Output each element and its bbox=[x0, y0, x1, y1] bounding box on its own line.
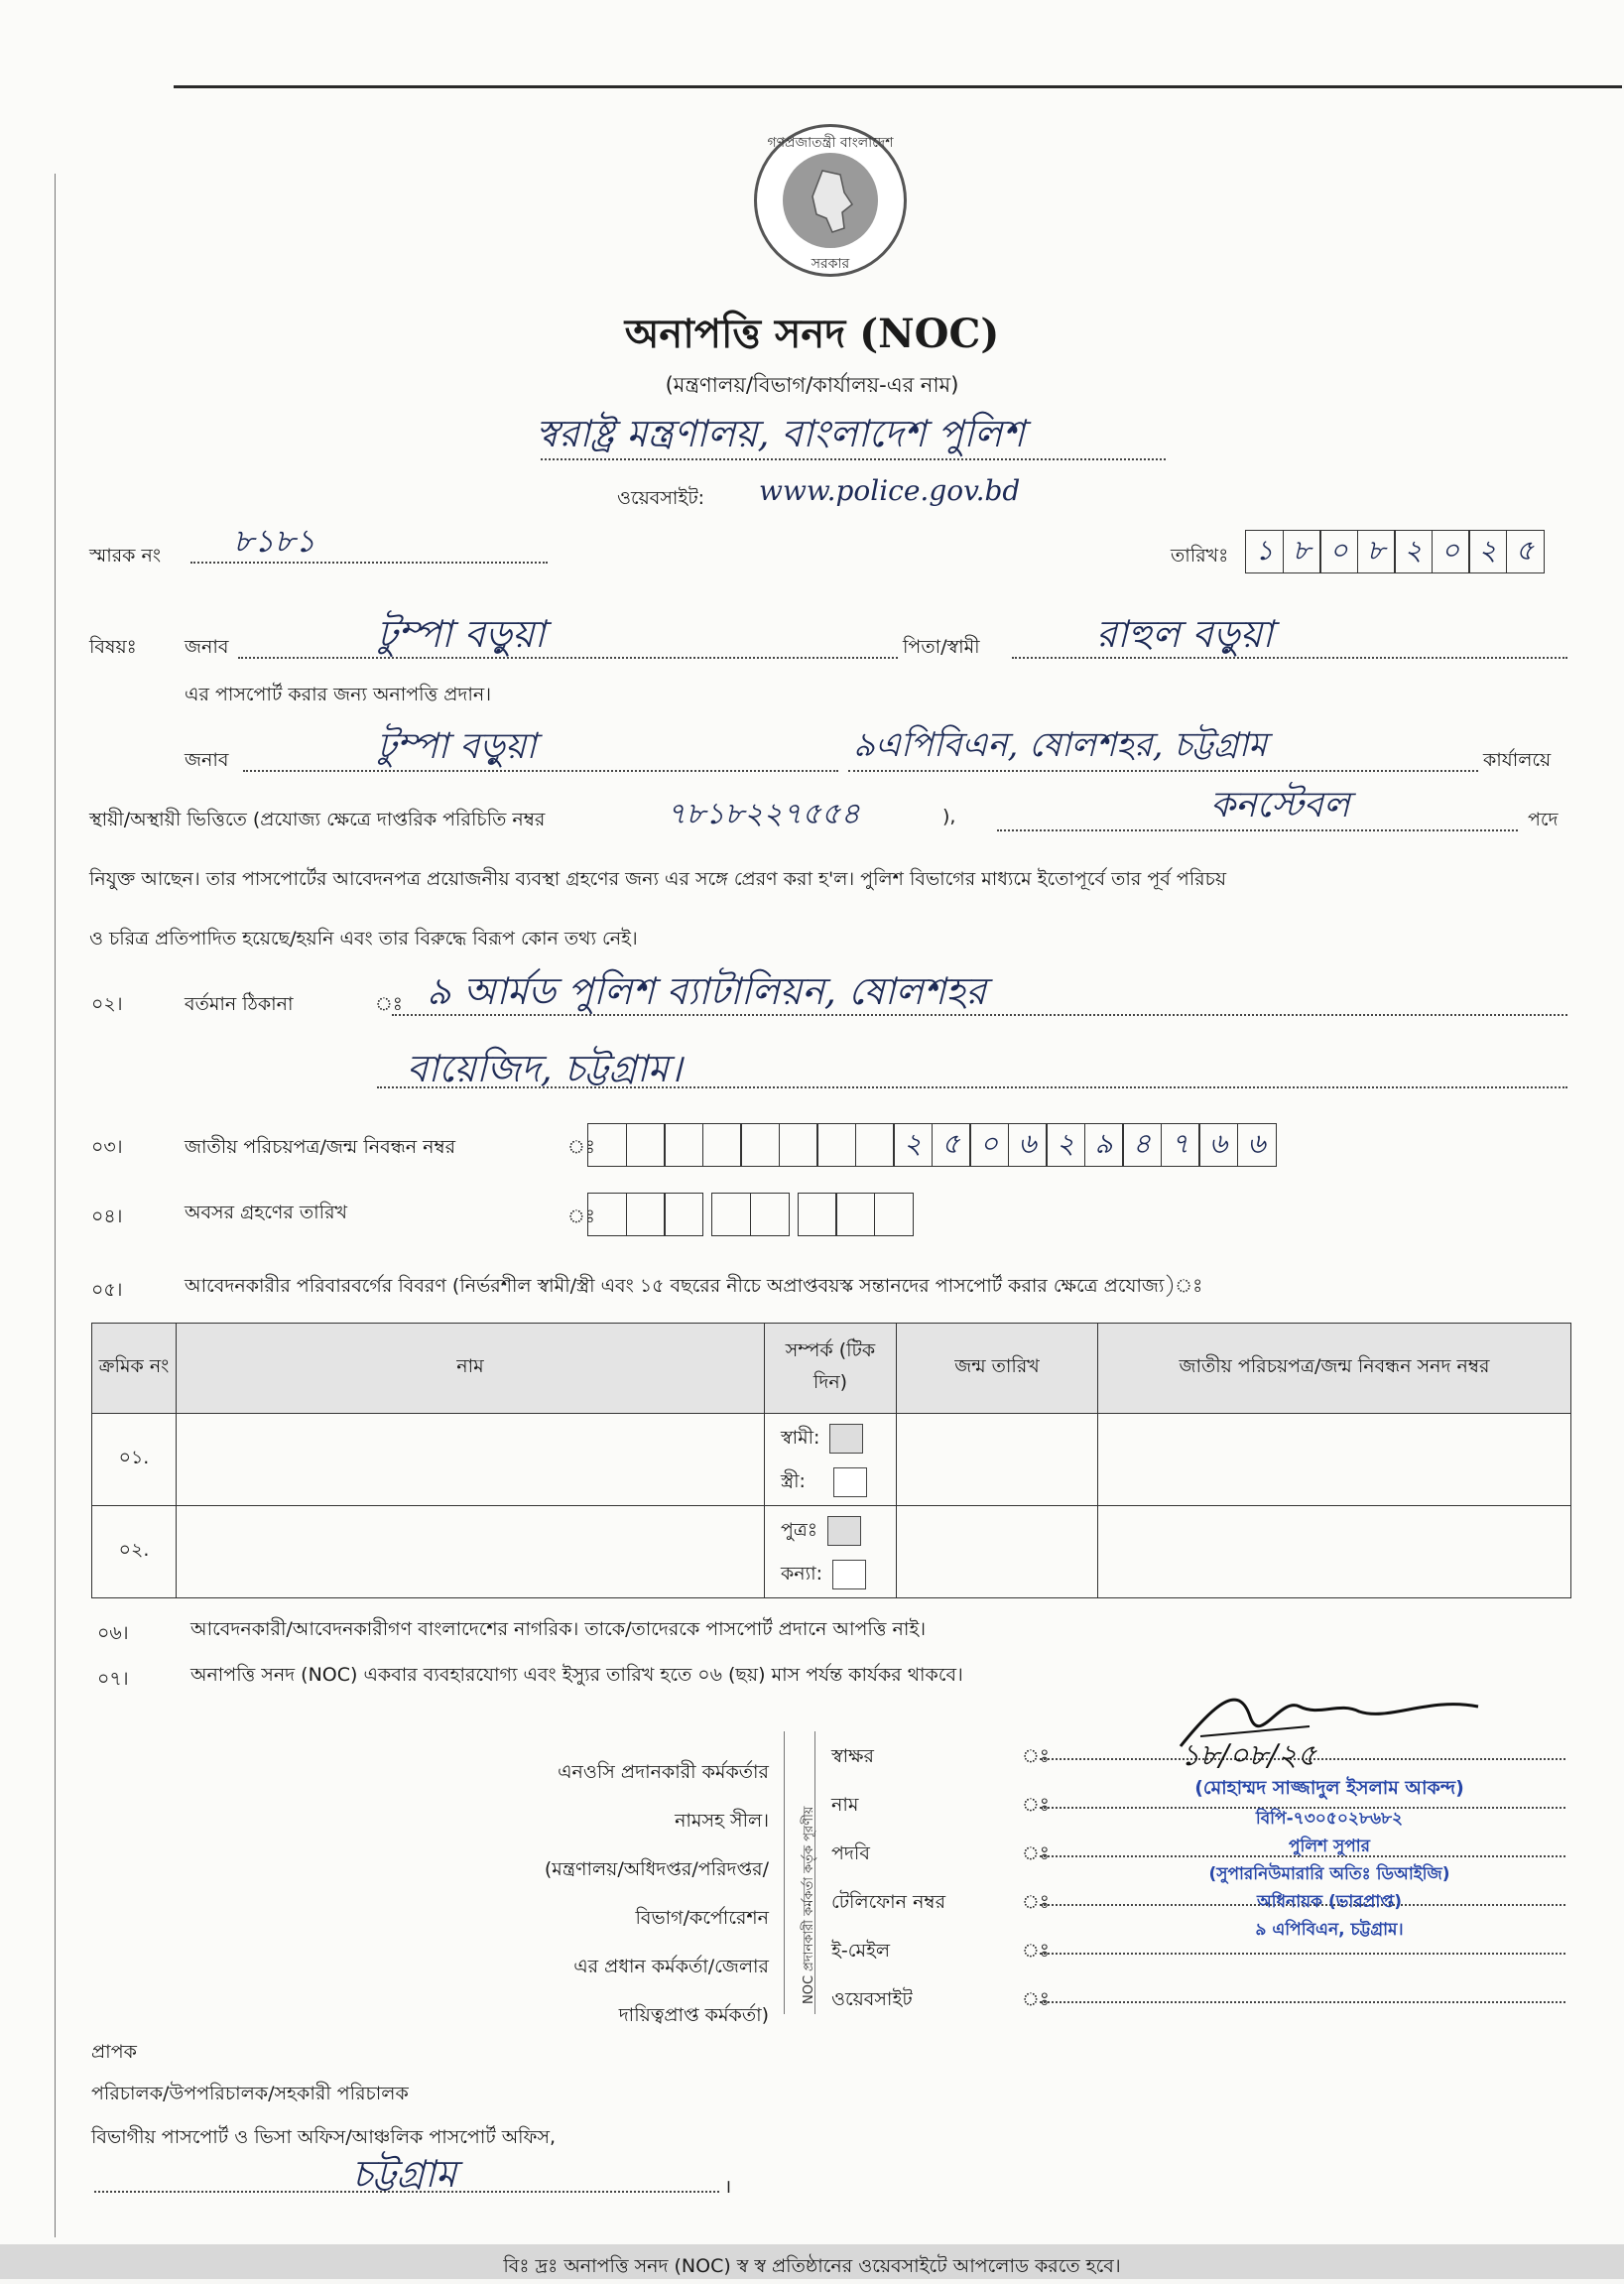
row-serial: ০১. bbox=[92, 1414, 177, 1506]
footer-note: বিঃ দ্রঃ অনাপত্তি সনদ (NOC) স্ব স্ব প্রতিষ্ঠানের ওয়েবসাইটে আপলোড করতে হবে। bbox=[503, 2255, 1121, 2277]
body-mr-label: জনাব bbox=[185, 749, 229, 771]
address-colon: ঃ bbox=[375, 993, 403, 1015]
nid-num: ০৩। bbox=[91, 1136, 123, 1158]
website-label: ওয়েবসাইট: bbox=[617, 487, 705, 509]
nid-digit: ০ bbox=[969, 1123, 1009, 1167]
stamp-line: (সুপারনিউমারারি অতিঃ ডিআইজি) bbox=[1208, 1864, 1450, 1884]
relation-checkbox[interactable] bbox=[832, 1560, 866, 1589]
email-line bbox=[1040, 1953, 1565, 1955]
date-digit: ৫ bbox=[1506, 530, 1545, 573]
relation-label: কন্যা: bbox=[781, 1563, 823, 1585]
row-nid-cell bbox=[1098, 1506, 1571, 1598]
row-nid-cell bbox=[1098, 1414, 1571, 1506]
date-digit: ২ bbox=[1468, 530, 1507, 573]
col-name: নাম bbox=[177, 1324, 765, 1414]
row-relation-cell bbox=[765, 1414, 897, 1506]
nid-digit bbox=[587, 1123, 627, 1167]
memo-label: স্মারক নং bbox=[89, 545, 162, 567]
recipient-end: । bbox=[724, 2176, 732, 2198]
seal-bottom-text: সরকার bbox=[811, 256, 850, 272]
retire-box bbox=[798, 1193, 837, 1236]
official-id-number: ৭৮১৮২২৭৫৫৪ bbox=[667, 797, 860, 831]
date-digit: ০ bbox=[1319, 530, 1358, 573]
clause-07-text: অনাপত্তি সনদ (NOC) একবার ব্যবহারযোগ্য এবং ইস্যুর তারিখ হতে ০৬ (ছয়) মাস পর্যন্ত কার্যকর থাকবে। bbox=[190, 1664, 963, 1686]
stamp-line: (মোহাম্মদ সাজ্জাদুল ইসলাম আকন্দ) bbox=[1194, 1777, 1464, 1799]
stamp-line: পুলিশ সুপার bbox=[1288, 1837, 1371, 1856]
nid-digit: ৯ bbox=[1084, 1123, 1124, 1167]
office-underline bbox=[848, 770, 1478, 772]
nid-digit bbox=[816, 1123, 856, 1167]
field-designation-label: পদবি bbox=[831, 1842, 870, 1864]
officer-left-line: দায়িত্বপ্রাপ্ত কর্মকর্তা) bbox=[618, 2004, 769, 2026]
date-digit: ০ bbox=[1432, 530, 1470, 573]
retire-box bbox=[711, 1193, 751, 1236]
family-num: ০৫। bbox=[91, 1279, 123, 1301]
retire-colon: ঃ bbox=[567, 1205, 595, 1227]
date-label: তারিখঃ bbox=[1171, 545, 1229, 567]
nid-boxes bbox=[587, 1123, 1275, 1167]
body-name-underline bbox=[243, 770, 838, 772]
body-name: টুম্পা বড়ুয়া bbox=[377, 726, 537, 767]
officer-left-line: নামসহ সীল। bbox=[675, 1810, 769, 1832]
document-subtitle: (মন্ত্রণালয়/বিভাগ/কার্যালয়-এর নাম) bbox=[665, 373, 959, 397]
family-table bbox=[91, 1323, 1571, 1598]
col-nid: জাতীয় পরিচয়পত্র/জন্ম নিবন্ধন সনদ নম্বর bbox=[1098, 1324, 1571, 1414]
officer-stamp bbox=[1161, 1774, 1498, 1945]
nid-colon: ঃ bbox=[567, 1136, 595, 1158]
address-line2-underline bbox=[377, 1086, 1567, 1088]
date-boxes bbox=[1245, 530, 1543, 573]
clause-06-text: আবেদনকারী/আবেদনকারীগণ বাংলাদেশের নাগরিক। তাকে/তাদেরকে পাসপোর্ট প্রদানে আপত্তি নাই। bbox=[190, 1618, 927, 1640]
row-dob-cell bbox=[897, 1506, 1098, 1598]
row-name-cell bbox=[177, 1414, 765, 1506]
office-suffix: কার্যালয়ে bbox=[1483, 749, 1552, 771]
website-line bbox=[1040, 2001, 1565, 2003]
father-name-underline bbox=[1012, 657, 1567, 659]
nid-digit: ২ bbox=[1046, 1123, 1085, 1167]
stamp-line: বিপি-৭৩০৫০২৮৬৮২ bbox=[1255, 1809, 1404, 1829]
recipient-label: প্রাপক bbox=[91, 2041, 137, 2063]
retire-box bbox=[835, 1193, 875, 1236]
document-title: অনাপত্তি সনদ (NOC) bbox=[624, 311, 1000, 357]
col-serial: ক্রমিক নং bbox=[92, 1324, 177, 1414]
applicant-name-underline bbox=[238, 657, 898, 659]
address-num: ০২। bbox=[91, 993, 123, 1015]
field-name-label: নাম bbox=[831, 1794, 859, 1816]
family-table-header bbox=[92, 1324, 1571, 1414]
date-digit: ৮ bbox=[1283, 530, 1321, 573]
top-rule bbox=[174, 85, 1622, 88]
stamp-line: ৯ এপিবিএন, চট্টগ্রাম। bbox=[1255, 1920, 1404, 1940]
nid-digit bbox=[626, 1123, 666, 1167]
nid-digit bbox=[740, 1123, 780, 1167]
nid-digit bbox=[702, 1123, 742, 1167]
ministry-underline bbox=[541, 458, 1166, 460]
government-seal bbox=[754, 124, 907, 277]
memo-number: ৮১৮১ bbox=[233, 522, 316, 560]
father-label: পিতা/স্বামী bbox=[903, 636, 980, 658]
recipient-line1: পরিচালক/উপপরিচালক/সহকারী পরিচালক bbox=[91, 2083, 409, 2104]
address-line1: ৯ আর্মড পুলিশ ব্যাটালিয়ন, ষোলশহর bbox=[427, 969, 987, 1013]
address-line2: বায়েজিদ, চট্টগ্রাম। bbox=[407, 1047, 683, 1090]
table-row bbox=[92, 1506, 1571, 1598]
retire-label: অবসর গ্রহণের তারিখ bbox=[185, 1202, 348, 1223]
permanent-label: স্থায়ী/অস্থায়ী ভিত্তিতে (প্রযোজ্য ক্ষেত্রে দাপ্তরিক পরিচিতি নম্বর bbox=[89, 809, 546, 830]
designation-suffix: পদে bbox=[1528, 809, 1559, 830]
officer-field-labels bbox=[831, 1732, 945, 2024]
field-phone-label: টেলিফোন নম্বর bbox=[831, 1891, 946, 1913]
recipient-line2: বিভাগীয় পাসপোর্ট ও ভিসা অফিস/আঞ্চলিক পাসপোর্ট অফিস, bbox=[91, 2126, 557, 2148]
field-email-label: ই-মেইল bbox=[831, 1940, 891, 1962]
nid-digit: ৭ bbox=[1161, 1123, 1200, 1167]
subject-mr-label: জনাব bbox=[185, 636, 229, 658]
field-signature-label: স্বাক্ষর bbox=[831, 1745, 874, 1767]
colon: ঃ bbox=[1022, 1891, 1050, 1913]
designation-underline bbox=[997, 829, 1518, 831]
retire-box bbox=[626, 1193, 666, 1236]
recipient-city-underline bbox=[94, 2191, 719, 2193]
retire-box bbox=[587, 1193, 627, 1236]
officer-left-line: এর প্রধান কর্মকর্তা/জেলার bbox=[573, 1956, 769, 1977]
vertical-noc-label: NOC প্রদানকারী কর্মকর্তা কর্তৃক পূরণীয় bbox=[802, 1806, 816, 2004]
clause-07-num: ০৭। bbox=[97, 1668, 129, 1690]
row-serial: ০২. bbox=[92, 1506, 177, 1598]
bangladesh-map-emblem bbox=[783, 153, 878, 248]
colon: ঃ bbox=[1022, 1940, 1050, 1962]
row-relation-cell bbox=[765, 1506, 897, 1598]
map-icon bbox=[783, 153, 878, 248]
body-paragraph-line1: নিযুক্ত আছেন। তার পাসপোর্টের আবেদনপত্র প্রয়োজনীয় ব্যবস্থা গ্রহণের জন্য এর সঙ্গে প্রেরণ করা হ'ল। পুলিশ বিভাগের মাধ্যমে ইতোপূর্বে তার পূর্ব পরিচয় bbox=[89, 868, 1227, 890]
nid-digit: ৬ bbox=[1198, 1123, 1238, 1167]
memo-underline bbox=[190, 562, 548, 564]
relation-label: স্বামী: bbox=[781, 1427, 820, 1449]
father-name: রাহুল বড়ুয়া bbox=[1096, 612, 1274, 656]
colon: ঃ bbox=[1022, 1988, 1050, 2010]
retire-box bbox=[664, 1193, 703, 1236]
field-website-label: ওয়েবসাইট bbox=[831, 1988, 913, 2010]
officer-left-line: এনওসি প্রদানকারী কর্মকর্তার bbox=[558, 1761, 769, 1783]
relation-checkbox[interactable] bbox=[827, 1516, 861, 1546]
colon: ঃ bbox=[1022, 1745, 1050, 1767]
stamp-line: অধিনায়ক (ভারপ্রাপ্ত) bbox=[1256, 1892, 1403, 1912]
nid-digit: ২ bbox=[893, 1123, 933, 1167]
website-value: www.police.gov.bd bbox=[759, 474, 1021, 507]
body-paragraph-line2: ও চরিত্র প্রতিপাদিত হয়েছে/হয়নি এবং তার বিরুদ্ধে বিরূপ কোন তথ্য নেই। bbox=[89, 928, 638, 950]
row-dob-cell bbox=[897, 1414, 1098, 1506]
designation: কনস্টেবল bbox=[1210, 785, 1350, 825]
nid-digit: ৬ bbox=[1237, 1123, 1277, 1167]
date-digit: ১ bbox=[1245, 530, 1284, 573]
relation-checkbox[interactable] bbox=[833, 1467, 867, 1497]
family-label: আবেদনকারীর পরিবারবর্গের বিবরণ (নির্ভরশীল স্বামী/স্ত্রী এবং ১৫ বছরের নীচে অপ্রাপ্তবয়স্ক সন্তানদের পাসপোর্ট করার ক্ষেত্রে প্রযোজ্য)ঃ bbox=[185, 1275, 1203, 1297]
row-name-cell bbox=[177, 1506, 765, 1598]
relation-checkbox[interactable] bbox=[829, 1424, 863, 1454]
col-dob: জন্ম তারিখ bbox=[897, 1324, 1098, 1414]
table-row bbox=[92, 1414, 1571, 1506]
nid-digit bbox=[779, 1123, 818, 1167]
colon: ঃ bbox=[1022, 1842, 1050, 1864]
nid-digit bbox=[855, 1123, 895, 1167]
nid-digit: ৬ bbox=[1008, 1123, 1048, 1167]
retire-box bbox=[750, 1193, 790, 1236]
seal-top-text: গণপ্রজাতন্ত্রী বাংলাদেশ bbox=[767, 135, 894, 151]
sign-date: ১৮/০৮/২৫ bbox=[1181, 1738, 1317, 1773]
office-name: ৯এপিবিএন, ষোলশহর, চট্টগ্রাম bbox=[853, 725, 1268, 765]
subject-line2: এর পাসপোর্ট করার জন্য অনাপত্তি প্রদান। bbox=[185, 684, 492, 705]
id-close: ), bbox=[942, 806, 956, 827]
nid-digit bbox=[664, 1123, 703, 1167]
date-digit: ৮ bbox=[1357, 530, 1396, 573]
col-relation: সম্পর্ক (টিক দিন) bbox=[765, 1324, 897, 1414]
nid-digit: ৫ bbox=[932, 1123, 971, 1167]
date-digit: ২ bbox=[1394, 530, 1433, 573]
officer-left-block bbox=[437, 1748, 769, 2040]
officer-left-line: (মন্ত্রণালয়/অধিদপ্তর/পরিদপ্তর/ bbox=[544, 1858, 769, 1880]
retire-date-boxes bbox=[587, 1193, 912, 1236]
subject-label: বিষয়ঃ bbox=[89, 636, 137, 658]
officer-field-colons bbox=[1022, 1732, 1050, 2024]
officer-left-line: বিভাগ/কর্পোরেশন bbox=[635, 1907, 769, 1929]
address-line1-underline bbox=[392, 1014, 1567, 1016]
relation-label: স্ত্রী: bbox=[781, 1470, 806, 1492]
ministry-name: স্বরাষ্ট্র মন্ত্রণালয়, বাংলাদেশ পুলিশ bbox=[536, 412, 1025, 455]
nid-label: জাতীয় পরিচয়পত্র/জন্ম নিবন্ধন নম্বর bbox=[185, 1136, 456, 1158]
nid-digit: ৪ bbox=[1122, 1123, 1162, 1167]
clause-06-num: ০৬। bbox=[97, 1622, 129, 1644]
retire-box bbox=[874, 1193, 914, 1236]
retire-num: ০৪। bbox=[91, 1205, 123, 1227]
left-margin-rule bbox=[55, 174, 56, 2237]
colon: ঃ bbox=[1022, 1794, 1050, 1816]
recipient-city: চট্টগ্রাম bbox=[352, 2152, 457, 2196]
applicant-name: টুম্পা বড়ুয়া bbox=[377, 612, 546, 656]
address-label: বর্তমান ঠিকানা bbox=[185, 993, 294, 1015]
relation-label: পুত্রঃ bbox=[781, 1519, 817, 1541]
